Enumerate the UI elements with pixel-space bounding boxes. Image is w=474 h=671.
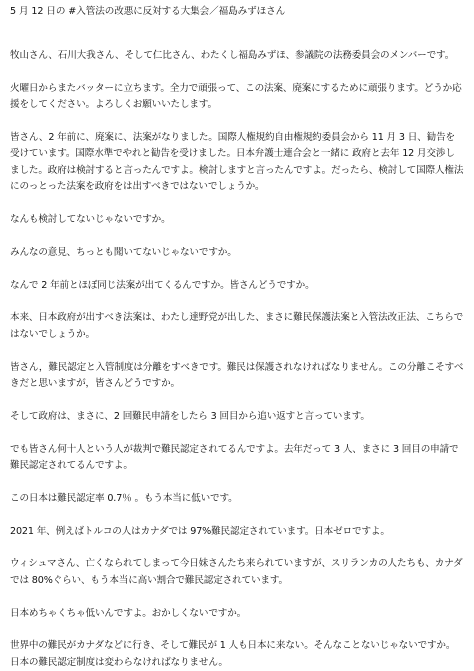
paragraph: ウィシュマさん、亡くなられてしまって今日妹さんたち来られていますが、スリランカの人たちも、カナダでは 80%ぐらい、もう本当に高い割合で難民認定されています。 <box>10 558 463 586</box>
paragraph: そして政府は、まさに、2 回難民申請をしたら 3 回目から追い返すと言っています。 <box>10 410 370 422</box>
paragraph: なんで 2 年前とほぼ同じ法案が出てくるんですか。皆さんどうですか。 <box>10 279 315 291</box>
paragraph: 皆さん、2 年前に、廃案に、法案がなりました。国際人権規約自由権規約委員会から 11 月 3 日、勧告を受けています。国際水準でやれと勧告を受けました。日本弁護士連合会と一緒に 政府と去年 12 月交渉しました。政府は検討すると言ったんですよ。検討しますと言ったんですよ。だったら、検討して国際人権法にのっとった法案を政府をは出すべきではないでしょうか。 <box>10 132 464 193</box>
document-title: 5 月 12 日の #入管法の改悪に反対する大集会／福島みずほさん <box>10 6 286 17</box>
paragraph: 皆さん，難民認定と入管制度は分離をすべきです。難民は保護されなければなりません。この分離こそすべきだと思いますが，皆さんどうですか。 <box>10 361 464 390</box>
paragraph: でも皆さん何十人という人が裁判で難民認定されてるんですよ。去年だって 3 人、まさに 3 回目の申請で難民認定されてるんですよ。 <box>10 443 459 472</box>
paragraph: 本来、日本政府が出すべき法案は、わたし達野党が出した、まさに難民保護法案と入管法改正法、こちらではないでしょうか。 <box>10 312 464 340</box>
paragraph: この日本は難民認定率 0.7％ 。もう本当に低いです。 <box>10 492 238 504</box>
paragraph: 火曜日からまたバッターに立ちます。全力で頑張って、この法案、廃案にするために頑張ります。どうか応援をしてください。よろしくお願いいたします。 <box>10 82 462 111</box>
paragraph: 日本めちゃくちゃ低いんですよ。おかしくないですか。 <box>10 607 247 619</box>
paragraph: 2021 年、例えばトルコの人はカナダでは 97%難民認定されています。日本ゼロですよ。 <box>10 525 390 537</box>
paragraph: 牧山さん、石川大我さん、そして仁比さん、わたくし福島みずほ、参議院の法務委員会のメンバーです。 <box>10 50 455 61</box>
paragraph: 世界中の難民がカナダなどに行き、そして難民が 1 人も日本に来ない。そんなことないじゃないですか。日本の難民認定制度は変わらなければなりません。 <box>10 640 456 668</box>
paragraph: みんなの意見、ちっとも聞いてないじゃないですか。 <box>10 246 237 258</box>
paragraph: なんも検討してないじゃないですか。 <box>10 214 171 226</box>
